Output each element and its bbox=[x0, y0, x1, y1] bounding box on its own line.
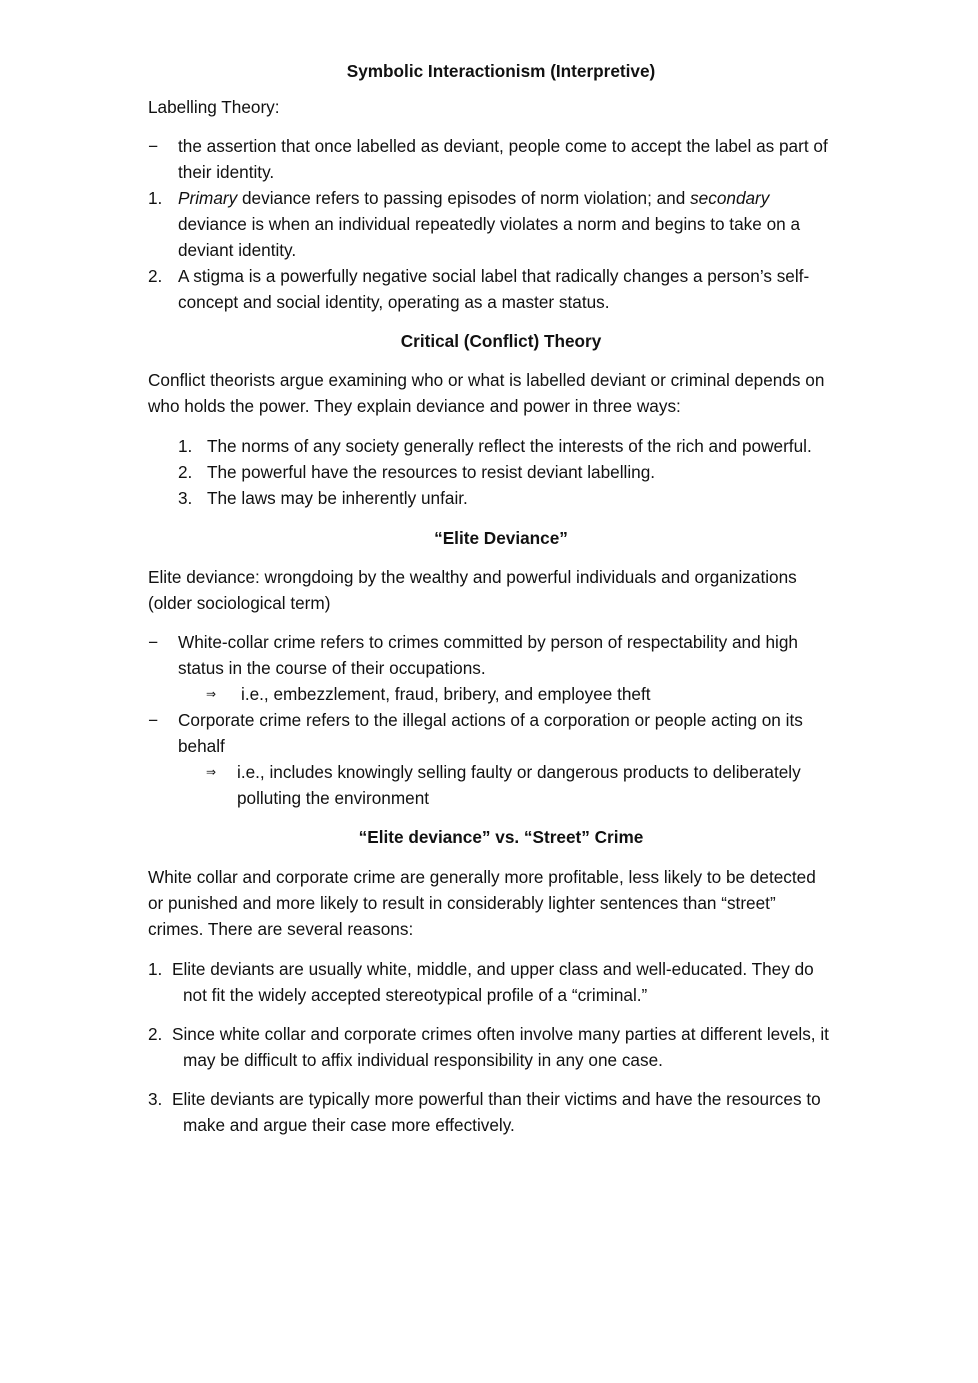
elite-intro: Elite deviance: wrongdoing by the wealthy and powerful individuals and organizations (older sociological term) bbox=[148, 567, 797, 613]
list-item bbox=[148, 433, 832, 459]
elite-sub-text: i.e., embezzlement, fraud, bribery, and employee theft bbox=[241, 684, 651, 704]
list-marker: 1. bbox=[148, 188, 163, 208]
list-marker: 3. bbox=[178, 488, 193, 508]
labelling-dash-item bbox=[148, 133, 832, 185]
dash-marker: − bbox=[148, 710, 159, 730]
reason-item bbox=[148, 956, 832, 1008]
labelling-item-text: deviance refers to passing episodes of norm violation; and bbox=[237, 188, 691, 208]
heading-street: “Elite deviance” vs. “Street” Crime bbox=[358, 827, 644, 847]
labelling-item-text: A stigma is a powerfully negative social label that radically changes a person’s self-concept and social identity, operating as a master status. bbox=[178, 266, 810, 312]
street-intro: White collar and corporate crime are generally more profitable, less likely to be detected or punished and more likely to result in considerably lighter sentences than “street” crimes. There are several reasons: bbox=[148, 867, 816, 939]
heading-elite: “Elite Deviance” bbox=[434, 528, 568, 548]
list-item-text: The powerful have the resources to resist deviant labelling. bbox=[207, 462, 656, 482]
elite-sub-text: i.e., includes knowingly selling faulty or dangerous products to deliberately polluting the environment bbox=[237, 762, 801, 808]
reason-text-content: Elite deviants are usually white, middle, and upper class and well-educated. They do not fit the widely accepted stereotypical profile of a “criminal.” bbox=[172, 959, 814, 1005]
secondary-term: secondary bbox=[690, 188, 770, 208]
reason-item bbox=[148, 1021, 832, 1073]
reason-text bbox=[172, 1086, 832, 1138]
dash-marker: − bbox=[148, 136, 159, 156]
heading-symbolic: Symbolic Interactionism (Interpretive) bbox=[346, 61, 656, 81]
list-marker: 1. bbox=[178, 436, 193, 456]
list-marker: 2. bbox=[178, 462, 193, 482]
elite-item-text: Corporate crime refers to the illegal actions of a corporation or people acting on its behalf bbox=[178, 710, 803, 756]
list-marker: 2. bbox=[148, 266, 163, 286]
list-item bbox=[148, 485, 832, 511]
reason-text bbox=[172, 1021, 832, 1073]
list-marker: 1. bbox=[148, 959, 163, 979]
labelling-item-1 bbox=[148, 185, 832, 263]
elite-sub-item bbox=[148, 681, 832, 707]
elite-dash-item bbox=[148, 629, 832, 681]
list-item-text: The laws may be inherently unfair. bbox=[207, 488, 468, 508]
document-page bbox=[148, 58, 832, 1138]
heading-critical: Critical (Conflict) Theory bbox=[400, 331, 602, 351]
critical-list bbox=[148, 433, 832, 511]
reason-text-content: Since white collar and corporate crimes often involve many parties at different levels, it may be difficult to affix individual responsibility in any one case. bbox=[172, 1024, 829, 1070]
reason-item bbox=[148, 1086, 832, 1138]
elite-dash-item bbox=[148, 707, 832, 759]
labelling-dash-text: the assertion that once labelled as deviant, people come to accept the label as part of their identity. bbox=[178, 136, 828, 182]
list-item-text: The norms of any society generally reflect the interests of the rich and powerful. bbox=[207, 436, 812, 456]
labelling-item-2 bbox=[148, 263, 832, 315]
arrow-icon: ⇒ bbox=[206, 765, 217, 779]
list-item bbox=[148, 459, 832, 485]
list-marker: 2. bbox=[148, 1024, 163, 1044]
reason-text-content: Elite deviants are typically more powerful than their victims and have the resources to make and argue their case more effectively. bbox=[172, 1089, 821, 1135]
reason-text bbox=[172, 956, 832, 1008]
list-marker: 3. bbox=[148, 1089, 163, 1109]
critical-intro: Conflict theorists argue examining who or what is labelled deviant or criminal depends on who holds the power. They explain deviance and power in three ways: bbox=[148, 370, 825, 416]
primary-term: Primary bbox=[178, 188, 238, 208]
arrow-icon: ⇒ bbox=[206, 687, 217, 701]
elite-item-text: White-collar crime refers to crimes committed by person of respectability and high status in the course of their occupations. bbox=[178, 632, 798, 678]
elite-sub-item bbox=[148, 759, 832, 811]
labelling-theory-label: Labelling Theory: bbox=[148, 97, 280, 117]
labelling-item-text: deviance is when an individual repeatedly violates a norm and begins to take on a deviant identity. bbox=[178, 214, 801, 260]
dash-marker: − bbox=[148, 632, 159, 652]
